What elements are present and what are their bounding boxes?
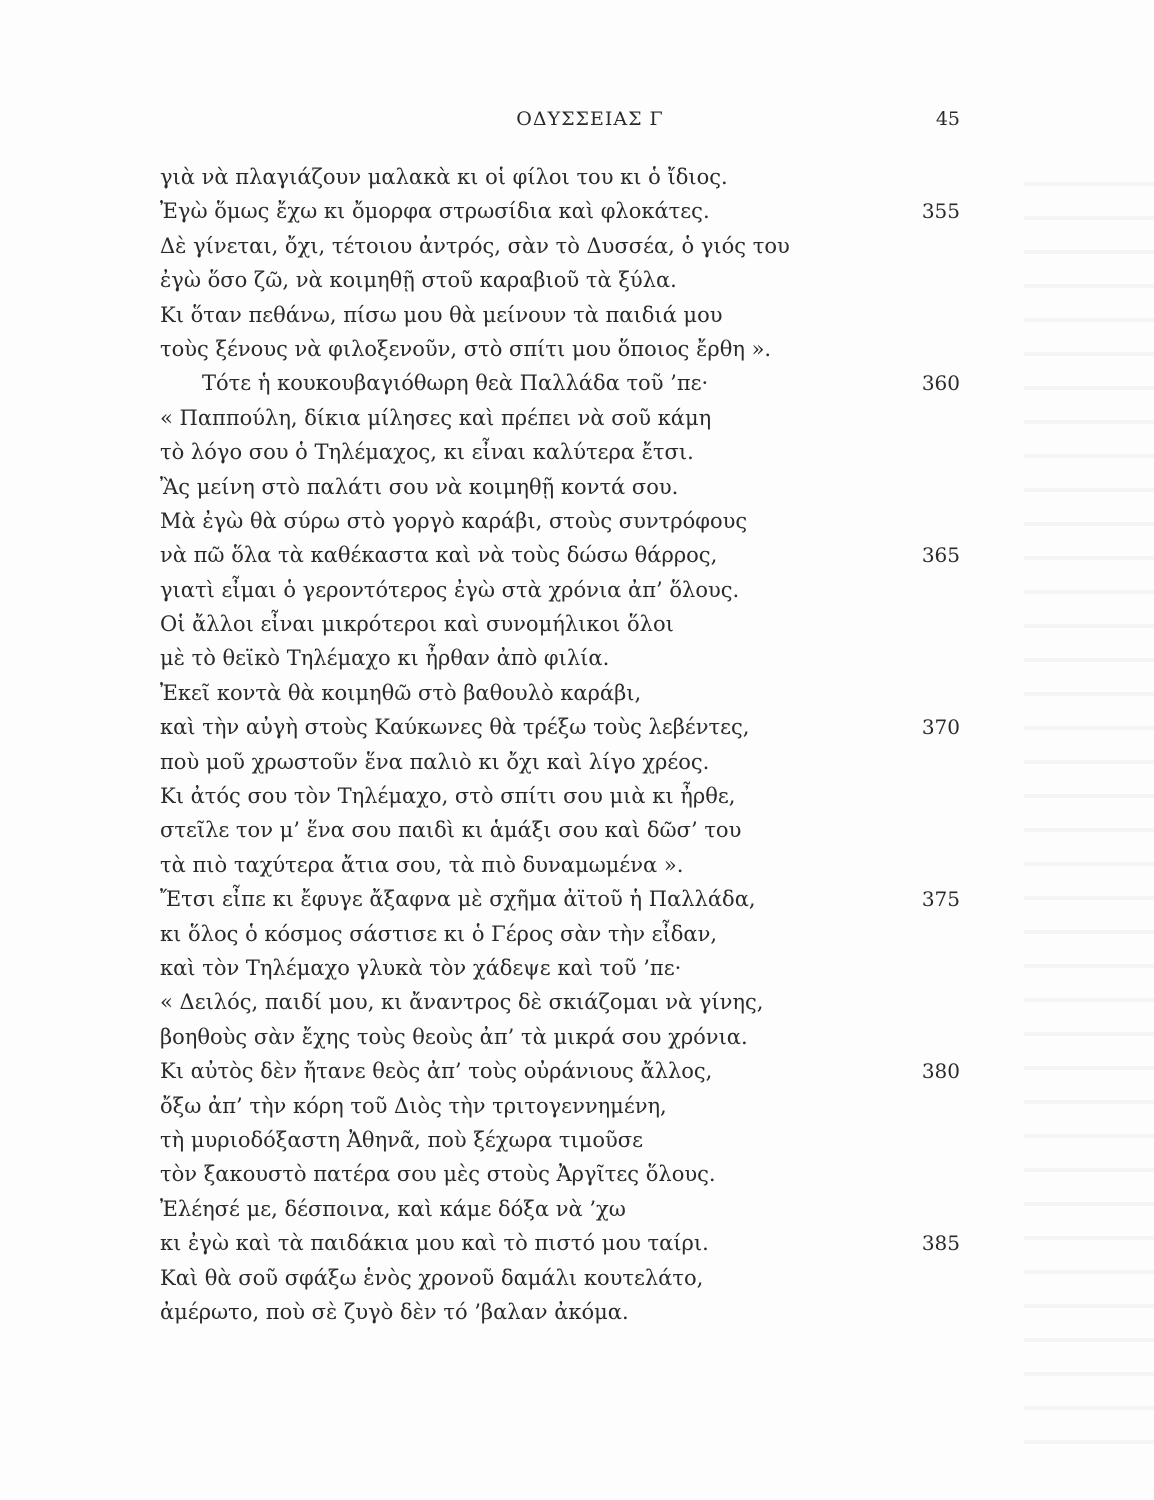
verse-text: τὴ μυριοδόξαστη Ἀθηνᾶ, ποὺ ξέχωρα τιμοῦσε: [160, 1127, 643, 1152]
verse-line: [160, 1089, 960, 1123]
verse-line: [160, 504, 960, 538]
verse-line: [160, 917, 960, 951]
verse-line: [160, 882, 960, 916]
verse-line: [160, 1157, 960, 1191]
verse-text: Ἂς μείνη στὸ παλάτι σου νὰ κοιμηθῇ κοντά σου.: [160, 474, 679, 499]
verse-text: γιὰ νὰ πλαγιάζουν μαλακὰ κι οἱ φίλοι του κι ὁ ἴδιος.: [160, 165, 728, 189]
verse-text: γιατὶ εἶμαι ὁ γεροντότερος ἐγὼ στὰ χρόνια ἀπ’ ὅλους.: [160, 577, 740, 602]
verse-text: Κι ἀτός σου τὸν Τηλέμαχο, στὸ σπίτι σου μιὰ κι ἦρθε,: [160, 784, 736, 809]
verse-text: ἐγὼ ὅσο ζῶ, νὰ κοιμηθῇ στοῦ καραβιοῦ τὰ ξύλα.: [160, 268, 677, 293]
poem-text: [160, 160, 960, 1329]
verse-text: ἀμέρωτο, ποὺ σὲ ζυγὸ δὲν τό ’βαλαν ἀκόμα.: [160, 1299, 629, 1324]
verse-line: [160, 573, 960, 607]
verse-line: [160, 470, 960, 504]
verse-line: [160, 745, 960, 779]
line-number: 360: [921, 371, 960, 396]
verse-text: Ἐγὼ ὅμως ἔχω κι ὄμορφα στρωσίδια καὶ φλοκάτες.: [160, 199, 710, 224]
verse-text: Κι ὅταν πεθάνω, πίσω μου θὰ μείνουν τὰ παιδιά μου: [160, 302, 723, 327]
verse-line: [160, 1123, 960, 1157]
verse-text: « Δειλός, παιδί μου, κι ἄναντρος δὲ σκιάζομαι νὰ γίνης,: [160, 990, 764, 1015]
verse-text: βοηθοὺς σὰν ἔχης τοὺς θεοὺς ἀπ’ τὰ μικρά σου χρόνια.: [160, 1024, 748, 1049]
show-through-text: [1024, 160, 1154, 1460]
verse-line: [160, 1226, 960, 1260]
verse-text: στεῖλε τον μ’ ἕνα σου παιδὶ κι ἁμάξι σου καὶ δῶσ’ του: [160, 818, 742, 843]
verse-text: « Παππούλη, δίκια μίλησες καὶ πρέπει νὰ σοῦ κάμη: [160, 405, 712, 430]
verse-text: τὰ πιὸ ταχύτερα ἄτια σου, τὰ πιὸ δυναμωμένα ».: [160, 852, 684, 877]
verse-line: [160, 298, 960, 332]
line-number: 385: [921, 1231, 960, 1256]
verse-text: Μὰ ἐγὼ θὰ σύρω στὸ γοργὸ καράβι, στοὺς συντρόφους: [160, 508, 748, 533]
verse-text: Ἔτσι εἶπε κι ἔφυγε ἄξαφνα μὲ σχῆμα ἀϊτοῦ ἡ Παλλάδα,: [160, 887, 756, 912]
verse-line: [160, 263, 960, 297]
verse-line: [160, 366, 960, 400]
line-number: 380: [921, 1059, 960, 1084]
verse-line: [160, 779, 960, 813]
verse-line: [160, 1054, 960, 1088]
verse-line: [160, 538, 960, 572]
verse-text: Ἐλέησέ με, δέσποινα, καὶ κάμε δόξα νὰ ’χω: [160, 1196, 626, 1221]
chapter-title: ΟΔΥΣΣΕΙΑΣ Γ: [516, 108, 664, 130]
verse-text: κι ἐγὼ καὶ τὰ παιδάκια μου καὶ τὸ πιστό μου ταίρι.: [160, 1231, 709, 1256]
line-number: 365: [921, 543, 960, 568]
verse-text: Ἐκεῖ κοντὰ θὰ κοιμηθῶ στὸ βαθουλὸ καράβι,: [160, 680, 642, 705]
verse-line: [160, 813, 960, 847]
verse-text: Κι αὐτὸς δὲν ἤτανε θεὸς ἀπ’ τοὺς οὐράνιους ἄλλος,: [160, 1059, 713, 1084]
verse-line: [160, 1295, 960, 1329]
verse-text: τοὺς ξένους νὰ φιλοξενοῦν, στὸ σπίτι μου ὅποιος ἔρθη ».: [160, 336, 772, 361]
verse-text: Οἱ ἄλλοι εἶναι μικρότεροι καὶ συνομήλικοι ὅλοι: [160, 612, 674, 637]
verse-text: καὶ τὴν αὐγὴ στοὺς Καύκωνες θὰ τρέξω τοὺς λεβέντες,: [160, 715, 750, 740]
verse-line: [160, 194, 960, 228]
verse-line: [160, 641, 960, 675]
verse-text: νὰ πῶ ὅλα τὰ καθέκαστα καὶ νὰ τοὺς δώσω θάρρος,: [160, 543, 718, 568]
verse-line: [160, 229, 960, 263]
verse-text: Δὲ γίνεται, ὄχι, τέτοιου ἀντρός, σὰν τὸ Δυσσέα, ὁ γιός του: [160, 233, 790, 258]
verse-line: [160, 1261, 960, 1295]
verse-line: [160, 1192, 960, 1226]
verse-line: [160, 607, 960, 641]
verse-text: Τότε ἡ κουκουβαγιόθωρη θεὰ Παλλάδα τοῦ ’πε·: [202, 371, 709, 396]
verse-text: καὶ τὸν Τηλέμαχο γλυκὰ τὸν χάδεψε καὶ τοῦ ’πε·: [160, 955, 682, 980]
page-number: 45: [935, 108, 960, 130]
verse-text: κι ὅλος ὁ κόσμος σάστισε κι ὁ Γέρος σὰν τὴν εἶδαν,: [160, 921, 718, 946]
verse-line: [160, 401, 960, 435]
verse-line: [160, 1020, 960, 1054]
verse-line: [160, 676, 960, 710]
line-number: 375: [921, 887, 960, 912]
verse-line: [160, 710, 960, 744]
verse-line: [160, 848, 960, 882]
verse-text: ὄξω ἀπ’ τὴν κόρη τοῦ Διὸς τὴν τριτογεννημένη,: [160, 1093, 667, 1118]
verse-text: Καὶ θὰ σοῦ σφάξω ἑνὸς χρονοῦ δαμάλι κουτελάτο,: [160, 1265, 704, 1290]
verse-text: τὸν ξακουστὸ πατέρα σου μὲς στοὺς Ἀργῖτες ὅλους.: [160, 1162, 716, 1187]
verse-line: [160, 160, 960, 194]
verse-text: μὲ τὸ θεϊκὸ Τηλέμαχο κι ἦρθαν ἀπὸ φιλία.: [160, 646, 610, 671]
verse-line: [160, 951, 960, 985]
verse-line: [160, 435, 960, 469]
verse-text: τὸ λόγο σου ὁ Τηλέμαχος, κι εἶναι καλύτερα ἔτσι.: [160, 440, 694, 465]
line-number: 355: [921, 199, 960, 224]
running-head: [160, 108, 960, 138]
verse-line: [160, 332, 960, 366]
verse-line: [160, 985, 960, 1019]
verse-text: ποὺ μοῦ χρωστοῦν ἕνα παλιὸ κι ὄχι καὶ λίγο χρέος.: [160, 749, 710, 774]
line-number: 370: [921, 715, 960, 740]
